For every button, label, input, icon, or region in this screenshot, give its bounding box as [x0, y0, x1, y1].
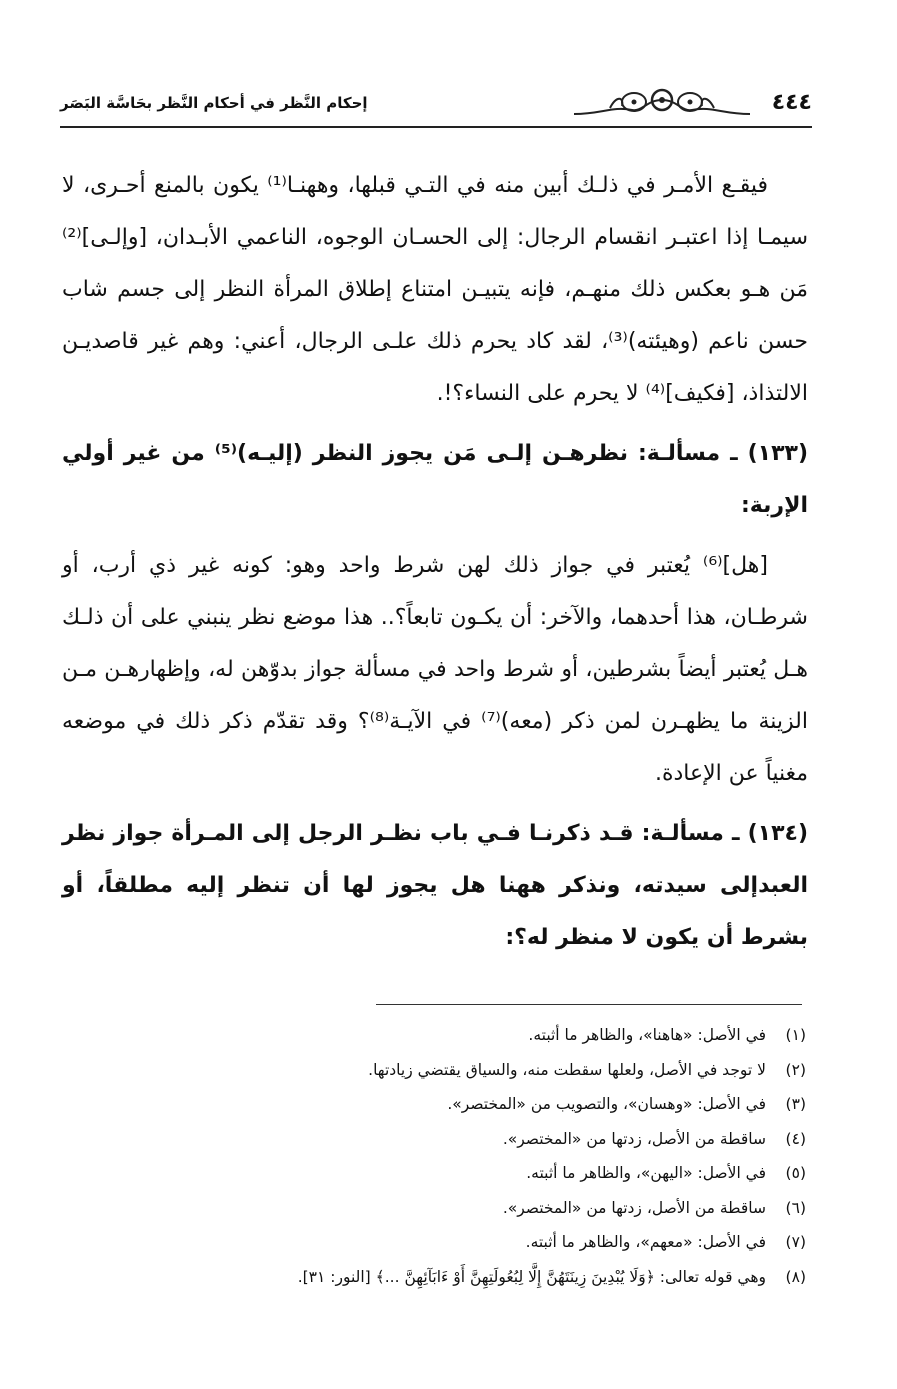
page-number: ٤٤٤ [771, 90, 812, 115]
footnote-number: (٤) [785, 1129, 806, 1148]
paragraph: [هل]⁽⁶⁾ يُعتبر في جواز ذلك لهن شرط واحد وهو: كونه غير ذي أرب، أو شرطـان، هذا أحدهما، والآخر: أن يكـون تابعاً؟.. هذا موضع نظر ينبني على أن ذلـك هـل يُعتبر أيضاً بشرطين، أو شرط واحد في مسألة جواز بدوّهن له، وإظهارهـن مـن الزينة ما يظهـرن لمن ذكر (معه)⁽⁷⁾ في الآيـة⁽⁸⁾؟ وقد تقدّم ذكر ذلك في موضعه مغنياً عن الإعادة. [62, 553, 808, 786]
header-rule [60, 126, 812, 128]
issue-heading: (١٣٤) ـ مسألـة: قـد ذكرنـا فـي باب نظـر الرجل إلى المـرأة جواز نظر العبدإلى سيدته، ونذكر ههنا هل يجوز لها أن تنظر إليه مطلقاً، أو بشرط أن يكون لا منظر له؟: [62, 821, 808, 950]
footnote-number: (٦) [785, 1198, 806, 1217]
footnote-number: (٢) [785, 1060, 806, 1079]
footnote-number: (٣) [785, 1095, 806, 1113]
running-title: إحكام النَّظر في أحكام النَّظر بحَاسَّة البَصَر [60, 94, 368, 112]
footnote-text: في الأصل: «اليهن»، والظاهر ما أثبته. [526, 1164, 766, 1182]
footnotes [62, 1018, 806, 1294]
footnote [62, 1191, 806, 1226]
footnote-text: في الأصل: «وهسان»، والتصويب من «المختصر». [447, 1095, 766, 1113]
footnote-text: ساقطة من الأصل، زدتها من «المختصر». [502, 1198, 766, 1217]
footnote [62, 1087, 806, 1122]
footnote-number: (٥) [785, 1164, 806, 1182]
footnote-number: (٨) [785, 1267, 806, 1286]
footnote-number: (١) [785, 1026, 806, 1044]
footnote [62, 1260, 806, 1295]
paragraph: فيقـع الأمـر في ذلـك أبين منه في التـي قبلها، وههنـا⁽¹⁾ يكون بالمنع أحـرى، لا سيمـا إذا اعتبـر انقسام الرجال: إلى الحسـان الوجوه، الناعمي الأبـدان، [وإلـى]⁽²⁾ مَن هـو بعكس ذلك منهـم، فإنه يتبيـن امتناع إطلاق المرأة النظر إلى جسم شاب حسن ناعم (وهيئته)⁽³⁾، لقد كاد يحرم ذلك علـى الرجال، أعني: وهم غير قاصديـن الالتذاذ، [فكيف]⁽⁴⁾ لا يحرم على النساء؟!. [62, 173, 808, 406]
footnote-text: في الأصل: «معهم»، والظاهر ما أثبته. [525, 1233, 766, 1251]
footnote [62, 1053, 806, 1088]
footnote-text: في الأصل: «هاهنا»، والظاهر ما أثبته. [528, 1026, 766, 1044]
footnote-separator [376, 1004, 802, 1005]
footnote [62, 1018, 806, 1053]
ornament-icon [572, 86, 752, 120]
running-header [60, 86, 812, 126]
footnote [62, 1122, 806, 1157]
issue-heading: (١٣٣) ـ مسألـة: نظرهـن إلـى مَن يجوز النظر (إليـه)⁽⁵⁾ من غير أولي الإربة: [62, 441, 808, 518]
main-text [62, 160, 808, 972]
footnote-text: وهي قوله تعالى: ﴿وَلَا يُبْدِينَ زِينَتَهُنَّ إِلَّا لِبُعُولَتِهِنَّ أَوْ ءَابَآئِهِنَّ ...﴾ [النور: ٣١]. [297, 1267, 766, 1286]
footnote-text: لا توجد في الأصل، ولعلها سقطت منه، والسياق يقتضي زيادتها. [368, 1060, 766, 1079]
footnote-text: ساقطة من الأصل، زدتها من «المختصر». [502, 1129, 766, 1148]
footnote-number: (٧) [785, 1233, 806, 1251]
footnote [62, 1225, 806, 1260]
footnote [62, 1156, 806, 1191]
